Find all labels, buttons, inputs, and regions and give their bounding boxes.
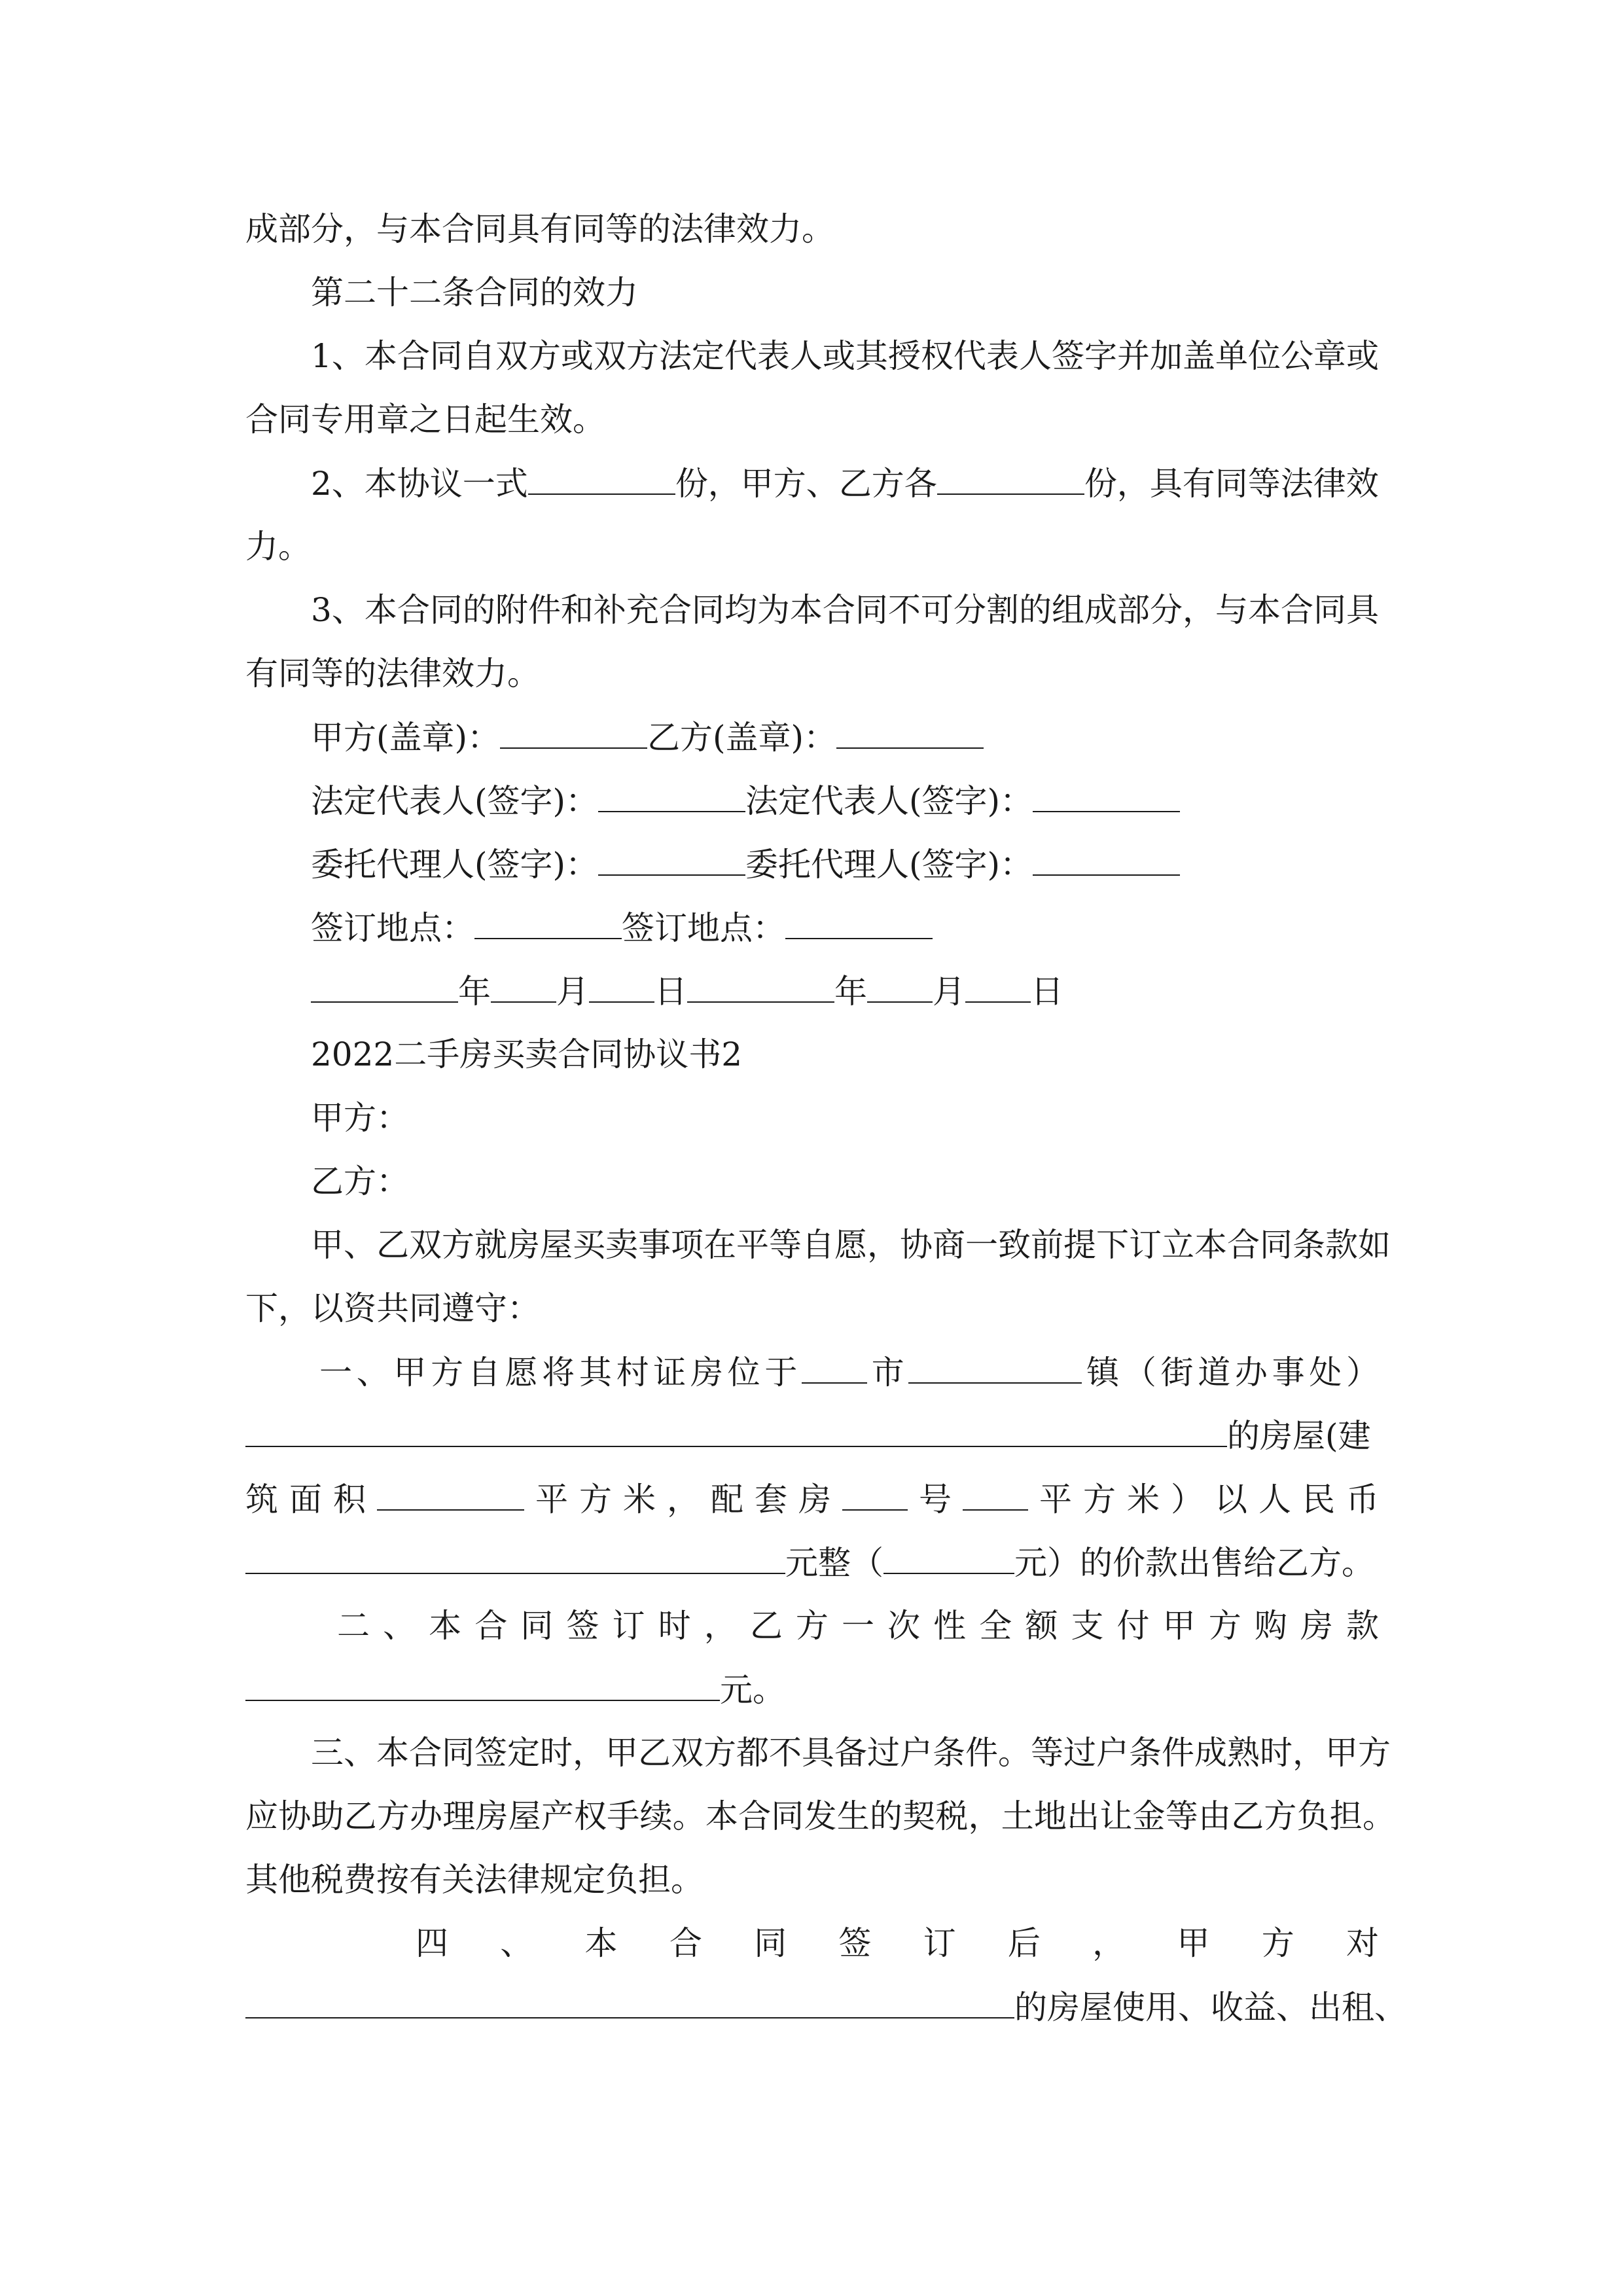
- clause-line: [245, 1670, 785, 1710]
- fill-blank: [377, 1479, 524, 1511]
- text: 有同等的法律效力。: [245, 655, 540, 692]
- text: 2022二手房买卖合同协议书2: [311, 1035, 743, 1073]
- paragraph-line: [311, 1225, 1391, 1265]
- paragraph-line: [311, 336, 1379, 376]
- text: 乙方：: [311, 1162, 409, 1200]
- text: 日: [1031, 973, 1063, 1011]
- text: 应协助乙方办理房屋产权手续。本合同发生的契税，土地出让金等由乙方负担。: [245, 1797, 1395, 1835]
- clause-line: [245, 1543, 1374, 1583]
- text: 元整（: [785, 1544, 883, 1582]
- fill-blank: [1033, 781, 1180, 812]
- fill-blank: [500, 717, 647, 749]
- fill-blank: [598, 844, 745, 876]
- clause-line: [416, 1924, 1379, 1963]
- text: 的房屋使用、收益、出租、: [1014, 1988, 1407, 2026]
- clause-line: [245, 1797, 1395, 1836]
- text: 三、本合同签定时，甲乙双方都不具备过户条件。等过户条件成熟时，甲方: [311, 1734, 1391, 1772]
- fill-blank: [965, 971, 1031, 1003]
- text: 2、本协议一式: [311, 465, 528, 503]
- text: 其他税费按有关法律规定负担。: [245, 1861, 704, 1899]
- paragraph-line: [311, 463, 1379, 503]
- fill-blank: [785, 908, 933, 939]
- text: 1、本合同自双方或双方法定代表人或其授权代表人签字并加盖单位公章或: [311, 337, 1379, 375]
- text: 平方米）以人民币: [1028, 1480, 1379, 1518]
- text: 二、本合同签订时，乙方一次性全额支付甲方购房款: [337, 1607, 1379, 1645]
- clause-line: [337, 1606, 1379, 1645]
- text: 3、本合同的附件和补充合同均为本合同不可分割的组成部分，与本合同具: [311, 591, 1379, 629]
- text: 号: [908, 1480, 963, 1518]
- text: 签订地点：: [311, 909, 474, 947]
- party-line: [311, 1162, 409, 1201]
- paragraph-line: [311, 590, 1379, 630]
- text: 年: [458, 973, 491, 1011]
- text: 镇（街道办事处）: [1082, 1354, 1380, 1391]
- text: 份，具有同等法律效: [1084, 465, 1379, 503]
- clause-line: [245, 1479, 1379, 1519]
- party-line: [311, 1098, 409, 1138]
- text: 签订地点：: [622, 909, 785, 947]
- text: 年: [834, 973, 867, 1011]
- clause-line: [319, 1352, 1379, 1392]
- text: 法定代表人(签字)：: [745, 782, 1033, 820]
- paragraph-line: [245, 527, 311, 566]
- fill-blank: [687, 971, 834, 1003]
- text: 四、本合同签订后，甲方对: [416, 1924, 1379, 1962]
- paragraph-line: [245, 209, 834, 249]
- fill-blank: [528, 463, 675, 495]
- date-line: [311, 971, 1063, 1011]
- fill-blank: [245, 1416, 1227, 1447]
- signature-line: [311, 908, 933, 948]
- fill-blank: [598, 781, 745, 812]
- paragraph-line: [245, 654, 540, 693]
- fill-blank: [883, 1543, 1014, 1574]
- fill-blank: [589, 971, 654, 1003]
- fill-blank: [245, 1987, 1014, 2018]
- fill-blank: [311, 971, 458, 1003]
- fill-blank: [491, 971, 556, 1003]
- fill-blank: [802, 1352, 867, 1384]
- fill-blank: [937, 463, 1084, 495]
- paragraph-line: [245, 1289, 540, 1328]
- fill-blank: [963, 1479, 1028, 1511]
- clause-line: [311, 1733, 1391, 1772]
- text: 月: [556, 973, 589, 1011]
- signature-line: [311, 844, 1180, 884]
- text: 第二十二条合同的效力: [311, 274, 638, 312]
- text: 份，甲方、乙方各: [675, 465, 937, 503]
- article-heading: [311, 273, 638, 312]
- text: 元）的价款出售给乙方。: [1014, 1544, 1374, 1582]
- text: 甲方：: [311, 1099, 409, 1137]
- text: 平方米，配套房: [524, 1480, 842, 1518]
- text: 力。: [245, 528, 311, 565]
- fill-blank: [474, 908, 622, 939]
- signature-line: [311, 781, 1180, 821]
- clause-line: [245, 1987, 1407, 2027]
- clause-line: [245, 1860, 704, 1899]
- text: 一、甲方自愿将其村证房位于: [319, 1354, 802, 1391]
- text: 合同专用章之日起生效。: [245, 401, 605, 439]
- fill-blank: [842, 1479, 908, 1511]
- text: 筑面积: [245, 1480, 377, 1518]
- fill-blank: [245, 1543, 785, 1574]
- clause-line: [245, 1416, 1371, 1456]
- text: 委托代理人(签字)：: [745, 846, 1033, 884]
- fill-blank: [1033, 844, 1180, 876]
- fill-blank: [908, 1352, 1082, 1384]
- text: 日: [654, 973, 687, 1011]
- paragraph-line: [245, 400, 605, 439]
- text: 委托代理人(签字)：: [311, 846, 599, 884]
- text: 成部分，与本合同具有同等的法律效力。: [245, 210, 834, 248]
- text: 的房屋(建: [1227, 1417, 1371, 1455]
- text: 市: [867, 1354, 909, 1391]
- text: 甲、乙双方就房屋买卖事项在平等自愿，协商一致前提下订立本合同条款如: [311, 1226, 1391, 1264]
- signature-line: [311, 717, 984, 757]
- text: 月: [933, 973, 965, 1011]
- section-title: [311, 1035, 742, 1074]
- text: 元。: [720, 1671, 785, 1709]
- text: 乙方(盖章)：: [647, 719, 837, 757]
- fill-blank: [836, 717, 984, 749]
- text: 甲方(盖章)：: [311, 719, 501, 757]
- fill-blank: [867, 971, 933, 1003]
- text: 下，以资共同遵守：: [245, 1289, 540, 1327]
- text: 法定代表人(签字)：: [311, 782, 599, 820]
- fill-blank: [245, 1670, 720, 1701]
